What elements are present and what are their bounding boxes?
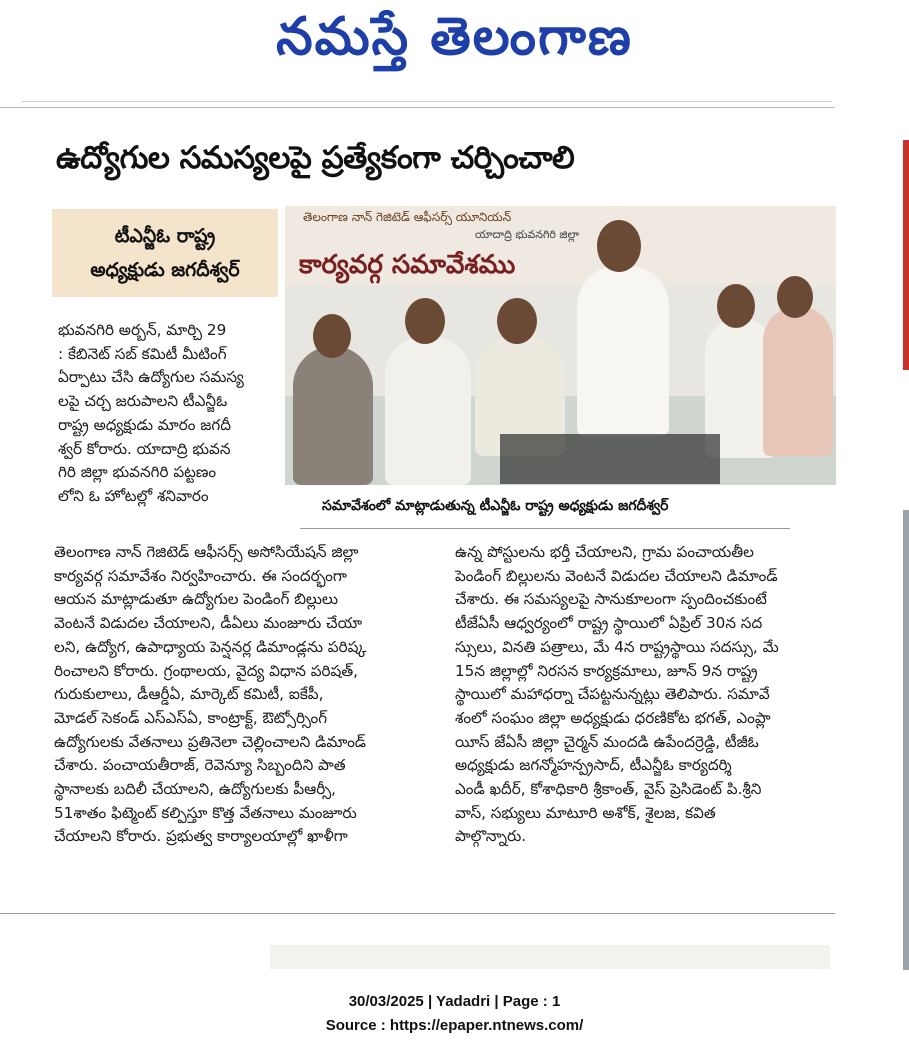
text-line: లని, ఉద్యోగ, ఉపాధ్యాయ పెన్షనర్ల డిమాండ్లను పరిష్క — [54, 637, 367, 656]
text-line: : కేబినెట్ సబ్ కమిటీ మీటింగ్ — [58, 344, 227, 363]
text-line: శ్వర్ కోరారు. యాదాద్రి భువన — [58, 439, 231, 458]
masthead — [0, 0, 909, 78]
text-line: ఏర్పాటు చేసి ఉద్యోగుల సమస్య — [58, 368, 244, 387]
person-head — [313, 314, 351, 358]
text-line: టీజేఏసీ ఆధ్వర్యంలో రాష్ట్ర స్థాయిలో ఏప్రిల్ 30న సద — [455, 614, 763, 633]
text-line: స్సులు, వినతి పత్రాలు, మే 4న రాష్ట్రస్థాయి సదస్సు, మే — [455, 637, 779, 656]
text-line: లోని ఓ హోటల్లో శనివారం — [58, 486, 209, 505]
text-line: రించాలని కోరారు. గ్రంథాలయ, వైద్య విధాన పరిషత్, — [54, 661, 358, 680]
divider — [0, 107, 835, 108]
text-line: రాష్ట్ర అధ్యక్షుడు మారం జగదీ — [58, 415, 231, 434]
text-line: ఉద్యోగులకు వేతనాలు ప్రతినెలా చెల్లించాలని డిమాండ్ — [54, 732, 367, 751]
text-line: స్థాయిలో మహాధర్నా చేపట్టనున్నట్లు తెలిపారు. సమావే — [455, 685, 770, 704]
article-headline: ఉద్యోగుల సమస్యలపై ప్రత్యేకంగా చర్చించాలి — [56, 140, 575, 176]
footer-source: Source : https://epaper.ntnews.com/ — [325, 1017, 584, 1034]
text-line: కార్యవర్గ సమావేశం నిర్వహించారు. ఈ సందర్భంగా — [54, 566, 347, 585]
page-footer — [0, 990, 909, 1038]
text-line: చేయాలని కోరారు. ప్రభుత్వ కార్యాలయాల్లో ఖాళీగా — [54, 827, 348, 846]
article-column — [54, 541, 434, 849]
text-line: 15న జిల్లాల్లో నిరసన కార్యక్రమాలు, జూన్ 9న రాష్ట్ర — [455, 661, 758, 680]
divider — [300, 528, 790, 529]
coffee-table — [500, 434, 720, 484]
text-line: ఉన్న పోస్టులను భర్తీ చేయాలని, గ్రామ పంచాయతీల — [455, 543, 754, 561]
text-line: ఎండీ ఖదీర్, కోశాధికారి శ్రీకాంత్, వైస్ ప్రెసిడెంట్ పి.శ్రీని — [455, 780, 762, 799]
person-figure — [763, 306, 833, 456]
text-line: స్థానాలకు బదిలీ చేయాలని, ఉద్యోగులకు పీఆర్సీ, — [54, 780, 336, 799]
article-subhead — [52, 209, 278, 297]
adjacent-article-edge — [903, 510, 909, 970]
person-head — [405, 298, 445, 344]
text-line: శంలో సంఘం జిల్లా అధ్యక్షుడు ధరణికోట భగత్, ఎంప్లా — [455, 708, 771, 727]
subhead-line: టీఎన్జీఓ రాష్ట్ర — [114, 225, 216, 247]
text-line: గురుకులాలు, డీఆర్డీఏ, మార్కెట్ కమిటీ, ఐకేపీ, — [54, 685, 324, 704]
text-line: పెండింగ్ బిల్లులను వెంటనే విడుదల చేయాలని డిమాండ్ — [455, 566, 778, 585]
person-head — [497, 298, 537, 344]
text-line: వాస్, సభ్యులు మాటూరి అశోక్, శైలజ, కవిత — [455, 803, 716, 822]
person-head — [597, 220, 641, 272]
banner-line: యాదాద్రి భువనగిరి జిల్లా — [475, 228, 579, 241]
text-line: యీస్ జేఏసీ జిల్లా చైర్మన్ మందడి ఉపేందర్రెడ్డి, టీజీఓ — [455, 732, 759, 751]
banner-title: కార్యవర్గ సమావేశము — [299, 250, 516, 280]
text-line: గిరి జిల్లా భువనగిరి పట్టణం — [58, 463, 217, 482]
text-line: పాల్గొన్నారు. — [455, 827, 527, 846]
person-head — [717, 284, 755, 328]
divider — [22, 101, 832, 102]
person-figure — [385, 336, 471, 485]
adjacent-article-edge — [903, 140, 909, 370]
next-article-edge — [270, 945, 830, 969]
subhead-line: అధ్యక్షుడు జగదీశ్వర్ — [90, 259, 240, 281]
article-photo — [285, 206, 836, 485]
person-figure — [577, 266, 669, 436]
text-line: తెలంగాణ నాన్ గెజిటెడ్ ఆఫీసర్స్ అసోసియేషన్ జిల్లా — [54, 543, 359, 561]
person-head — [777, 276, 813, 318]
newspaper-logo: నమస్తే తెలంగాణ — [276, 6, 633, 67]
text-line: లపై చర్చ జరుపాలని టీఎన్జీఓ — [58, 392, 228, 411]
photo-caption: సమావేశంలో మాట్లాడుతున్న టీఎన్జీఓ రాష్ట్ర అధ్యక్షుడు జగదీశ్వర్ — [322, 498, 669, 514]
text-line: 51శాతం ఫిట్మెంట్ కల్పిస్తూ కొత్త వేతనాలు మంజూరు — [54, 803, 357, 822]
article-column — [455, 541, 837, 849]
text-line: మోడల్ సెకండ్ ఎస్ఎస్ఏ, కాంట్రాక్ట్, ఔట్సోర్సింగ్ — [54, 708, 328, 727]
text-line: అధ్యక్షుడు జగన్మోహన్ప్రసాద్, టీఎన్జీఓ కార్యదర్శి — [455, 756, 732, 775]
text-line: ఆయన మాట్లాడుతూ ఉద్యోగుల పెండింగ్ బిల్లులు — [54, 590, 338, 609]
photo-banner — [285, 206, 836, 286]
person-figure — [293, 346, 373, 485]
banner-line: తెలంగాణ నాన్ గెజిటెడ్ ఆఫీసర్స్ యూనియన్ — [303, 210, 512, 224]
article-column — [58, 319, 276, 509]
text-line: వెంటనే విడుదల చేయాలని, డీఏలు మంజూరు చేయా — [54, 614, 363, 633]
text-line: చేశారు. పంచాయతీరాజ్, రెవెన్యూ సిబ్బందిని పాత — [54, 756, 346, 775]
divider — [0, 913, 835, 914]
footer-edition-info: 30/03/2025 | Yadadri | Page : 1 — [348, 993, 561, 1010]
text-line: భువనగిరి అర్బన్, మార్చి 29 — [58, 321, 227, 339]
text-line: చేశారు. ఈ సమస్యలపై సానుకూలంగా స్పందించకుంటే — [455, 590, 767, 609]
